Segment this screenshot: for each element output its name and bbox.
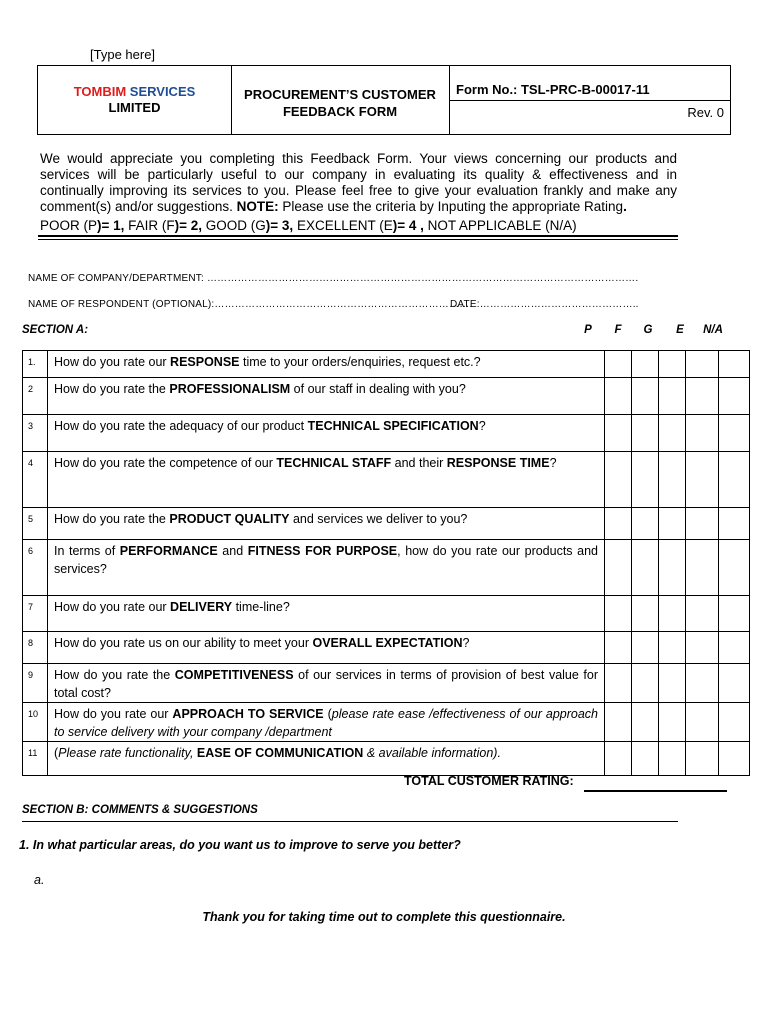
rating-cell-p[interactable]	[605, 596, 632, 632]
rating-cell-f[interactable]	[632, 508, 659, 540]
rating-cell-g[interactable]	[659, 664, 686, 703]
thank-you-note: Thank you for taking time out to complete this questionnaire.	[202, 910, 566, 924]
rating-cell-na[interactable]	[719, 742, 750, 776]
question-row	[23, 378, 750, 415]
rating-cell-e[interactable]	[686, 415, 719, 452]
question-text-part: TECHNICAL STAFF	[276, 456, 392, 470]
form-header	[37, 65, 731, 135]
company-cell	[38, 66, 232, 134]
form-number: Form No.: TSL-PRC-B-00017-11	[456, 82, 650, 97]
question-text	[48, 632, 605, 664]
rating-cell-na[interactable]	[719, 452, 750, 508]
rating-cell-e[interactable]	[686, 508, 719, 540]
rating-cell-na[interactable]	[719, 664, 750, 703]
question-text-part: PERFORMANCE	[119, 544, 218, 558]
question-text-part: & available information).	[363, 746, 501, 760]
question-row	[23, 415, 750, 452]
intro-paragraph	[40, 151, 677, 215]
question-number: 8	[23, 632, 48, 664]
form-title-line2: FEEDBACK FORM	[282, 104, 398, 119]
question-text	[48, 742, 605, 776]
question-text-part: (	[54, 746, 59, 760]
form-title-line1: PROCUREMENT’S CUSTOMER	[244, 87, 436, 102]
form-title-cell	[231, 66, 450, 134]
rating-cell-g[interactable]	[659, 742, 686, 776]
improvement-question: 1. In what particular areas, do you want us to improve to serve you better?	[19, 838, 461, 852]
question-text-part: In terms of	[54, 544, 120, 558]
rating-fair-value: )= 2,	[174, 218, 203, 233]
rating-cell-g[interactable]	[659, 378, 686, 415]
rating-poor: POOR (P	[40, 218, 98, 233]
rating-cell-na[interactable]	[719, 632, 750, 664]
question-text	[48, 452, 605, 508]
rating-cell-f[interactable]	[632, 703, 659, 742]
question-text-part: How do you rate our	[54, 600, 171, 614]
rating-fair: FAIR (F	[124, 218, 175, 233]
question-text-part: How do you rate our	[54, 707, 173, 721]
question-row	[23, 632, 750, 664]
question-text-part: How do you rate the	[54, 512, 170, 526]
question-text-part: , how do you rate our products and services?	[54, 544, 598, 576]
rating-cell-f[interactable]	[632, 664, 659, 703]
question-number: 2	[23, 378, 48, 415]
note-text: Please use the criteria by Inputing the appropriate Rating	[278, 199, 624, 214]
question-text-part: How do you rate the	[54, 668, 175, 682]
form-title	[231, 86, 449, 120]
question-number: 10	[23, 703, 48, 742]
question-text-part: TECHNICAL SPECIFICATION	[307, 419, 479, 433]
question-text-part: How do you rate the	[54, 382, 170, 396]
question-text	[48, 351, 605, 378]
question-number: 3	[23, 415, 48, 452]
rating-excellent-value: )= 4 ,	[392, 218, 424, 233]
note-label: NOTE:	[236, 199, 279, 214]
rating-cell-f[interactable]	[632, 632, 659, 664]
question-text-part: ?	[478, 419, 486, 433]
rating-cell-e[interactable]	[686, 351, 719, 378]
question-row	[23, 452, 750, 508]
company-name-blue: SERVICES	[126, 84, 196, 99]
rating-scale	[40, 218, 577, 233]
intro-text: We would appreciate you completing this Feedback Form. Your views concerning our products and services will be particularly useful to our company in evaluating its quality & effectiveness and in continually improving its services to you. Please feel free to give your evaluation frankly and make any comment(s) and/or suggestions.	[40, 151, 677, 214]
rating-cell-e[interactable]	[686, 632, 719, 664]
type-here-placeholder: [Type here]	[90, 47, 156, 62]
rating-cell-na[interactable]	[719, 596, 750, 632]
rating-cell-g[interactable]	[659, 351, 686, 378]
question-text	[48, 596, 605, 632]
column-header-p: P	[584, 324, 592, 336]
question-text-part: RESPONSE	[170, 355, 240, 369]
question-text-part: How do you rate us on our ability to meet your	[54, 636, 313, 650]
rating-cell-na[interactable]	[719, 415, 750, 452]
question-row	[23, 742, 750, 776]
rating-cell-g[interactable]	[659, 415, 686, 452]
question-row	[23, 596, 750, 632]
column-header-g: G	[643, 324, 653, 336]
intro-rule	[38, 235, 678, 237]
question-number: 9	[23, 664, 48, 703]
rating-cell-e[interactable]	[686, 540, 719, 596]
rating-cell-p[interactable]	[605, 378, 632, 415]
questions-table	[22, 350, 750, 776]
question-text-part: ?	[549, 456, 557, 470]
rating-good-value: )= 3,	[265, 218, 294, 233]
rating-cell-g[interactable]	[659, 596, 686, 632]
question-text-part: DELIVERY	[170, 600, 233, 614]
question-text-part: of our services in terms of provision of best value for total cost?	[54, 668, 598, 700]
rating-poor-value: )= 1,	[97, 218, 125, 233]
question-number: 5	[23, 508, 48, 540]
rating-cell-p[interactable]	[605, 632, 632, 664]
question-row	[23, 351, 750, 378]
form-number-cell	[450, 66, 730, 134]
question-text	[48, 664, 605, 703]
section-b-title: SECTION B: COMMENTS & SUGGESTIONS	[22, 804, 258, 816]
question-text-part: How do you rate our	[54, 355, 171, 369]
improvement-answer-a[interactable]: a.	[34, 873, 45, 887]
respondent-field[interactable]: NAME OF RESPONDENT (OPTIONAL):………………………………………………………………….	[28, 299, 473, 310]
rating-cell-p[interactable]	[605, 351, 632, 378]
rating-cell-e[interactable]	[686, 378, 719, 415]
note-end: .	[623, 199, 627, 214]
rating-cell-e[interactable]	[686, 596, 719, 632]
question-text-part: (	[323, 707, 332, 721]
question-text-part: and services we deliver to you?	[289, 512, 468, 526]
rating-cell-f[interactable]	[632, 351, 659, 378]
question-text-part: Please rate functionality,	[58, 746, 197, 760]
rating-cell-p[interactable]	[605, 540, 632, 596]
rating-cell-p[interactable]	[605, 508, 632, 540]
rating-cell-f[interactable]	[632, 742, 659, 776]
rating-cell-na[interactable]	[719, 508, 750, 540]
rating-cell-g[interactable]	[659, 452, 686, 508]
rating-cell-e[interactable]	[686, 703, 719, 742]
question-text-part: please rate ease /effectiveness of our approach to service delivery with your company /department	[54, 707, 598, 739]
question-row	[23, 664, 750, 703]
rating-cell-na[interactable]	[719, 351, 750, 378]
company-name-red: TOMBIM	[73, 84, 127, 99]
rating-na: NOT APPLICABLE (N/A)	[423, 218, 577, 233]
question-text-part: RESPONSE TIME	[446, 456, 550, 470]
question-text-part: time-line?	[232, 600, 290, 614]
rating-cell-f[interactable]	[632, 540, 659, 596]
question-text	[48, 508, 605, 540]
question-number: 4	[23, 452, 48, 508]
rating-cell-p[interactable]	[605, 452, 632, 508]
question-text-part: EASE OF COMMUNICATION	[196, 746, 364, 760]
question-text-part: FITNESS FOR PURPOSE	[247, 544, 398, 558]
rating-cell-f[interactable]	[632, 378, 659, 415]
rating-cell-g[interactable]	[659, 508, 686, 540]
question-text	[48, 540, 605, 596]
question-row	[23, 540, 750, 596]
question-row	[23, 703, 750, 742]
question-row	[23, 508, 750, 540]
rating-cell-f[interactable]	[632, 452, 659, 508]
rating-cell-f[interactable]	[632, 415, 659, 452]
question-text-part: APPROACH TO SERVICE	[172, 707, 324, 721]
question-number: 11	[23, 742, 48, 776]
rating-cell-e[interactable]	[686, 664, 719, 703]
section-a-title: SECTION A:	[22, 324, 89, 336]
company-name	[38, 84, 231, 116]
rating-excellent: EXCELLENT (E	[293, 218, 393, 233]
question-text-part: time to your orders/enquiries, request etc.?	[239, 355, 481, 369]
rating-cell-e[interactable]	[686, 452, 719, 508]
rating-cell-p[interactable]	[605, 415, 632, 452]
rating-cell-g[interactable]	[659, 632, 686, 664]
question-text	[48, 703, 605, 742]
company-department-field[interactable]: NAME OF COMPANY/DEPARTMENT: ……………………………………………………………………………………………………………….	[28, 273, 639, 284]
question-text-part: ?	[462, 636, 470, 650]
question-text-part: COMPETITIVENESS	[174, 668, 294, 682]
section-b-rule	[22, 821, 678, 822]
question-number: 7	[23, 596, 48, 632]
column-header-na: N/A	[703, 324, 723, 336]
question-text-part: PRODUCT QUALITY	[169, 512, 290, 526]
rating-cell-na[interactable]	[719, 378, 750, 415]
question-text-part: and their	[391, 456, 447, 470]
question-number: 6	[23, 540, 48, 596]
rating-cell-p[interactable]	[605, 742, 632, 776]
rating-cell-g[interactable]	[659, 540, 686, 596]
rating-cell-p[interactable]	[605, 664, 632, 703]
column-header-e: E	[676, 324, 684, 336]
rating-cell-na[interactable]	[719, 703, 750, 742]
question-text-part: PROFESSIONALISM	[169, 382, 291, 396]
question-text	[48, 378, 605, 415]
date-field[interactable]: DATE:………………………………………..	[450, 299, 639, 310]
total-rating-label: TOTAL CUSTOMER RATING:	[404, 774, 574, 788]
intro-rule-thin	[38, 239, 678, 240]
rating-cell-g[interactable]	[659, 703, 686, 742]
total-rating-input[interactable]	[584, 790, 727, 792]
company-name-line2: LIMITED	[108, 100, 161, 115]
question-text-part: How do you rate the competence of our	[54, 456, 277, 470]
question-text-part: and	[217, 544, 248, 558]
rating-cell-e[interactable]	[686, 742, 719, 776]
question-text-part: of our staff in dealing with you?	[290, 382, 466, 396]
column-header-f: F	[614, 324, 622, 336]
rating-good: GOOD (G	[202, 218, 266, 233]
revision: Rev. 0	[687, 105, 724, 120]
rating-cell-na[interactable]	[719, 540, 750, 596]
rating-cell-p[interactable]	[605, 703, 632, 742]
question-text	[48, 415, 605, 452]
question-text-part: OVERALL EXPECTATION	[312, 636, 463, 650]
question-text-part: How do you rate the adequacy of our product	[54, 419, 308, 433]
question-number: 1.	[23, 351, 48, 378]
rating-cell-f[interactable]	[632, 596, 659, 632]
